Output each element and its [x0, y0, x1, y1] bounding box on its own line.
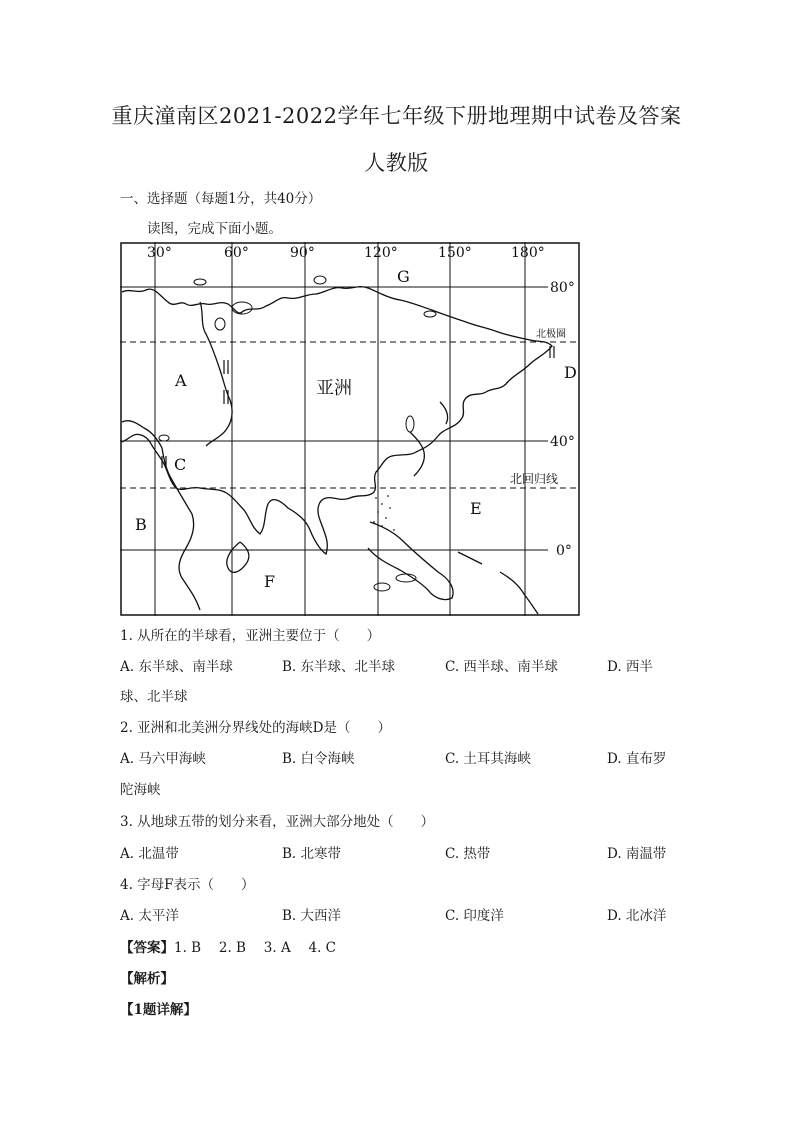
lon-label-30: 30° [147, 245, 172, 261]
question-4-option-a: A. 太平洋 [120, 908, 179, 924]
lat-label-0: 0° [556, 543, 572, 559]
region-label-asia: 亚洲 [316, 378, 352, 399]
question-2-option-d: D. 直布罗 [607, 751, 667, 767]
answer-text: 1. B 2. B 3. A 4. C [174, 940, 336, 956]
lon-label-180: 180° [511, 245, 545, 261]
region-label-c: C [174, 455, 187, 474]
question-1-option-c: C. 西半球、南半球 [445, 659, 558, 675]
question-3-option-b: B. 北寒带 [282, 846, 342, 862]
instruction-text: 读图，完成下面小题。 [147, 221, 282, 237]
question-2-option-c: C. 土耳其海峡 [445, 751, 531, 767]
question-4-option-c: C. 印度洋 [445, 908, 504, 924]
region-label-b: B [135, 515, 147, 534]
question-2-stem: 2. 亚洲和北美洲分界线处的海峡D是（ ） [120, 720, 391, 736]
question-2-option-d-wrap: 陀海峡 [120, 782, 161, 798]
lat-label-80: 80° [550, 280, 575, 296]
question-1-stem: 1. 从所在的半球看，亚洲主要位于（ ） [120, 628, 381, 644]
region-label-d: D [564, 363, 577, 382]
arctic-circle-label: 北极圈 [536, 329, 566, 340]
asia-map [120, 242, 580, 616]
answer-line [120, 936, 336, 956]
analysis-label: 【解析】 [120, 971, 174, 987]
page-title: 重庆潼南区2021-2022学年七年级下册地理期中试卷及答案 [111, 104, 682, 128]
page-subtitle: 人教版 [364, 151, 429, 175]
question-3-option-d: D. 南温带 [607, 846, 667, 862]
lat-label-40: 40° [550, 434, 575, 450]
question-1-detail-label: 【1题详解】 [120, 1002, 197, 1018]
question-3-stem: 3. 从地球五带的划分来看，亚洲大部分地处（ ） [120, 814, 435, 830]
section-heading: 一、选择题（每题1分，共40分） [120, 191, 322, 207]
region-label-f: F [264, 572, 276, 591]
region-label-a: A [175, 371, 187, 390]
question-4-option-d: D. 北冰洋 [607, 908, 667, 924]
question-1-option-d-wrap: 球、北半球 [120, 689, 188, 705]
lon-label-90: 90° [290, 245, 315, 261]
question-1-option-d: D. 西半 [607, 659, 653, 675]
question-4-stem: 4. 字母F表示（ ） [120, 877, 255, 893]
lon-label-120: 120° [364, 245, 398, 261]
answer-label: 【答案】 [120, 940, 174, 956]
question-4-option-b: B. 大西洋 [282, 908, 342, 924]
region-label-g: G [397, 267, 410, 286]
question-3-option-c: C. 热带 [445, 846, 491, 862]
tropic-of-cancer-label: 北回归线 [510, 472, 559, 486]
map-frame [121, 243, 579, 615]
question-1-option-b: B. 东半球、北半球 [282, 659, 396, 675]
question-2-option-a: A. 马六甲海峡 [120, 751, 206, 767]
lon-label-150: 150° [438, 245, 472, 261]
region-label-e: E [470, 499, 482, 518]
question-3-option-a: A. 北温带 [120, 846, 179, 862]
lon-label-60: 60° [224, 245, 249, 261]
question-1-option-a: A. 东半球、南半球 [120, 659, 233, 675]
question-2-option-b: B. 白令海峡 [282, 751, 355, 767]
